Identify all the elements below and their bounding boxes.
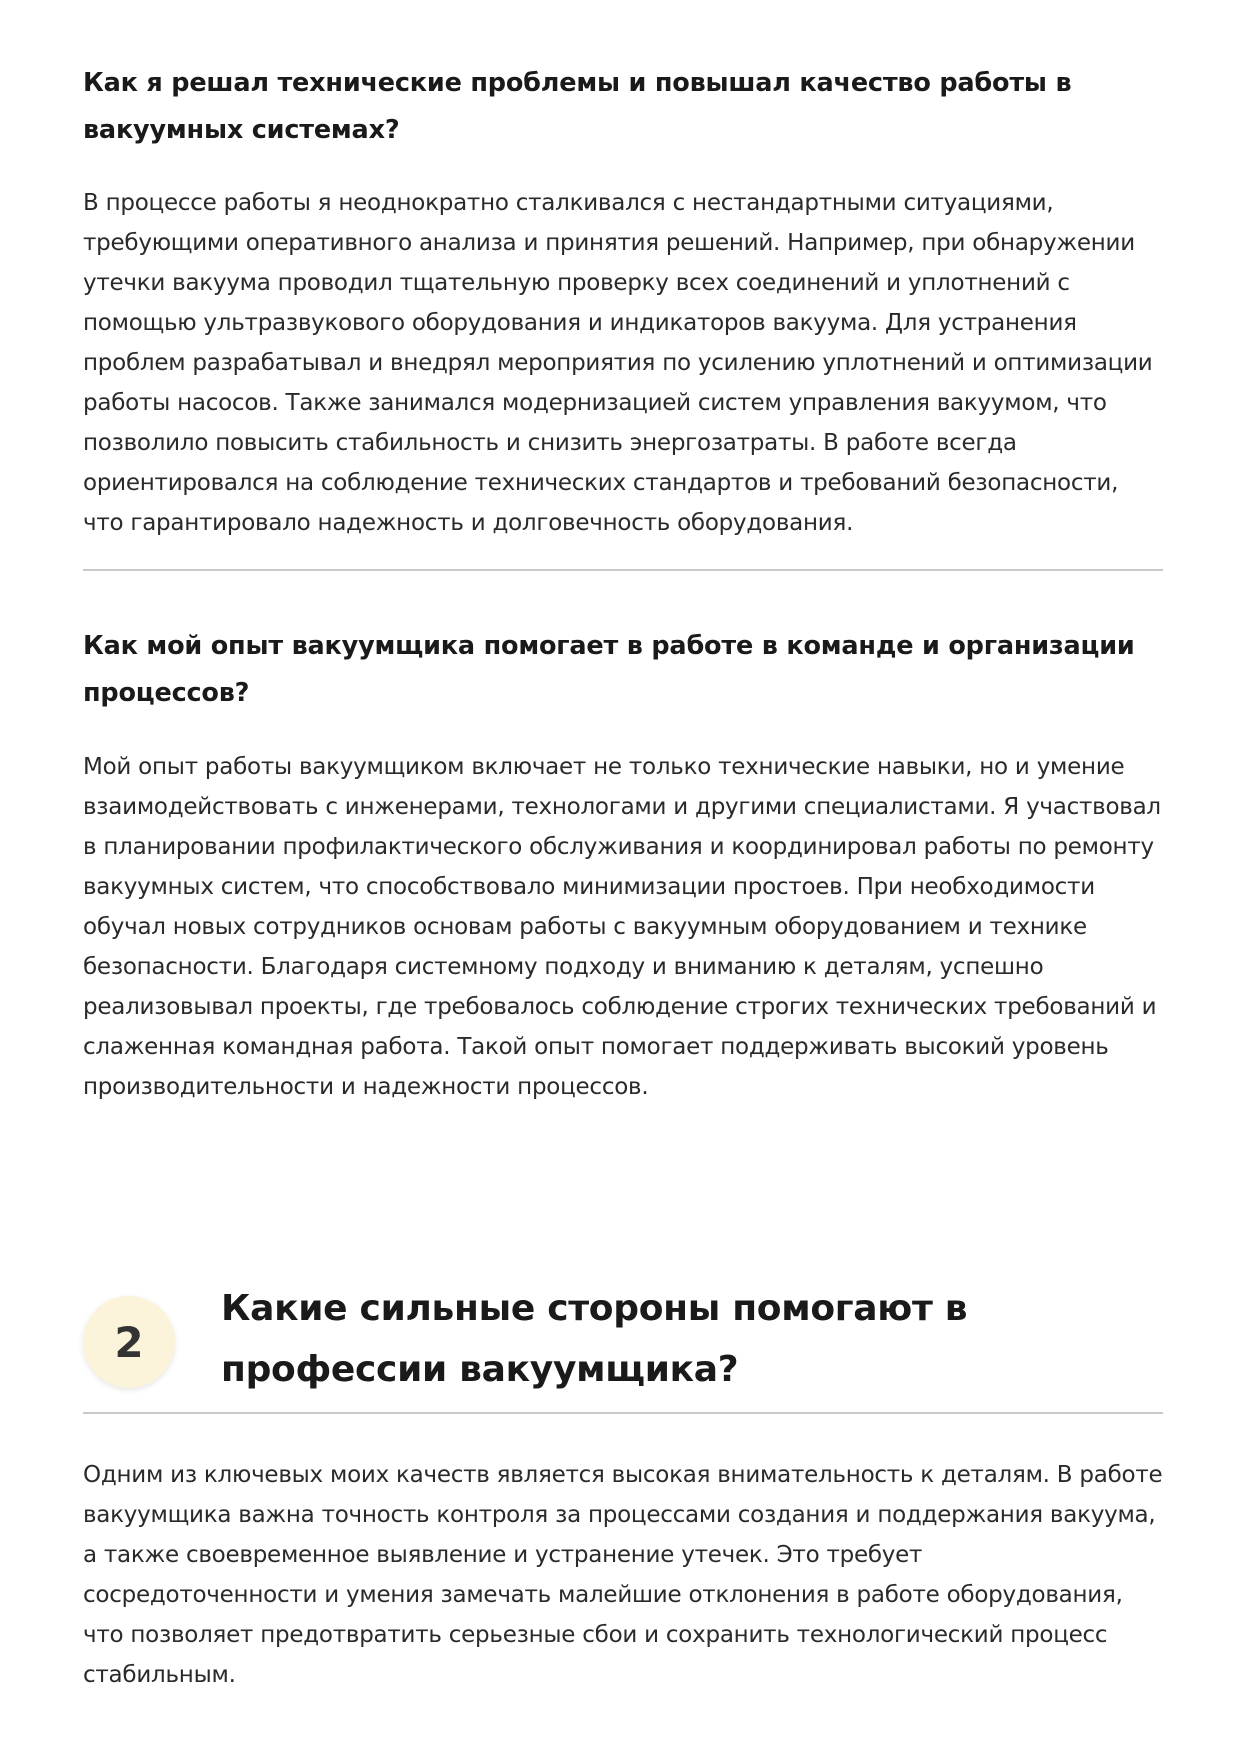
question-heading: Как мой опыт вакуумщика помогает в работе в команде и организации процессов?: [83, 631, 1135, 708]
section-header: [83, 1278, 1163, 1414]
question-heading: Как я решал технические проблемы и повышал качество работы в вакуумных системах?: [83, 68, 1072, 145]
section-number-badge: 2: [83, 1296, 175, 1388]
section-divider: [83, 569, 1163, 571]
answer-paragraph: Мой опыт работы вакуумщиком включает не только технические навыки, но и умение взаимодействовать с инженерами, технологами и другими специалистами. Я участвовал в планировании профилактического обслуживания и координировал работы по ремонту вакуумных систем, что способствовало минимизации простоев. При необходимости обучал новых сотрудников основам работы с вакуумным оборудованием и технике безопасности. Благодаря системному подходу и вниманию к деталям, успешно реализовывал проекты, где требовалось соблюдение строгих технических требований и слаженная командная работа. Такой опыт помогает поддерживать высокий уровень производительности и надежности процессов.: [83, 754, 1161, 1100]
answer-paragraph: В процессе работы я неоднократно сталкивался с нестандартными ситуациями, требующими оперативного анализа и принятия решений. Например, при обнаружении утечки вакуума проводил тщательную проверку всех соединений и уплотнений с помощью ультразвукового оборудования и индикаторов вакуума. Для устранения проблем разрабатывал и внедрял мероприятия по усилению уплотнений и оптимизации работы насосов. Также занимался модернизацией систем управления вакуумом, что позволило повысить стабильность и снизить энергозатраты. В работе всегда ориентировался на соблюдение технических стандартов и требований безопасности, что гарантировало надежность и долговечность оборудования.: [83, 190, 1153, 536]
section-underline: [83, 1412, 1163, 1414]
section-paragraph: Одним из ключевых моих качеств является высокая внимательность к деталям. В работе вакуумщика важна точность контроля за процессами создания и поддержания вакуума, а также своевременное выявление и устранение утечек. Это требует сосредоточенности и умения замечать малейшие отклонения в работе оборудования, что позволяет предотвратить серьезные сбои и сохранить технологический процесс стабильным.: [83, 1462, 1163, 1688]
section-title: Какие сильные стороны помогают в профессии вакуумщика?: [221, 1288, 968, 1390]
